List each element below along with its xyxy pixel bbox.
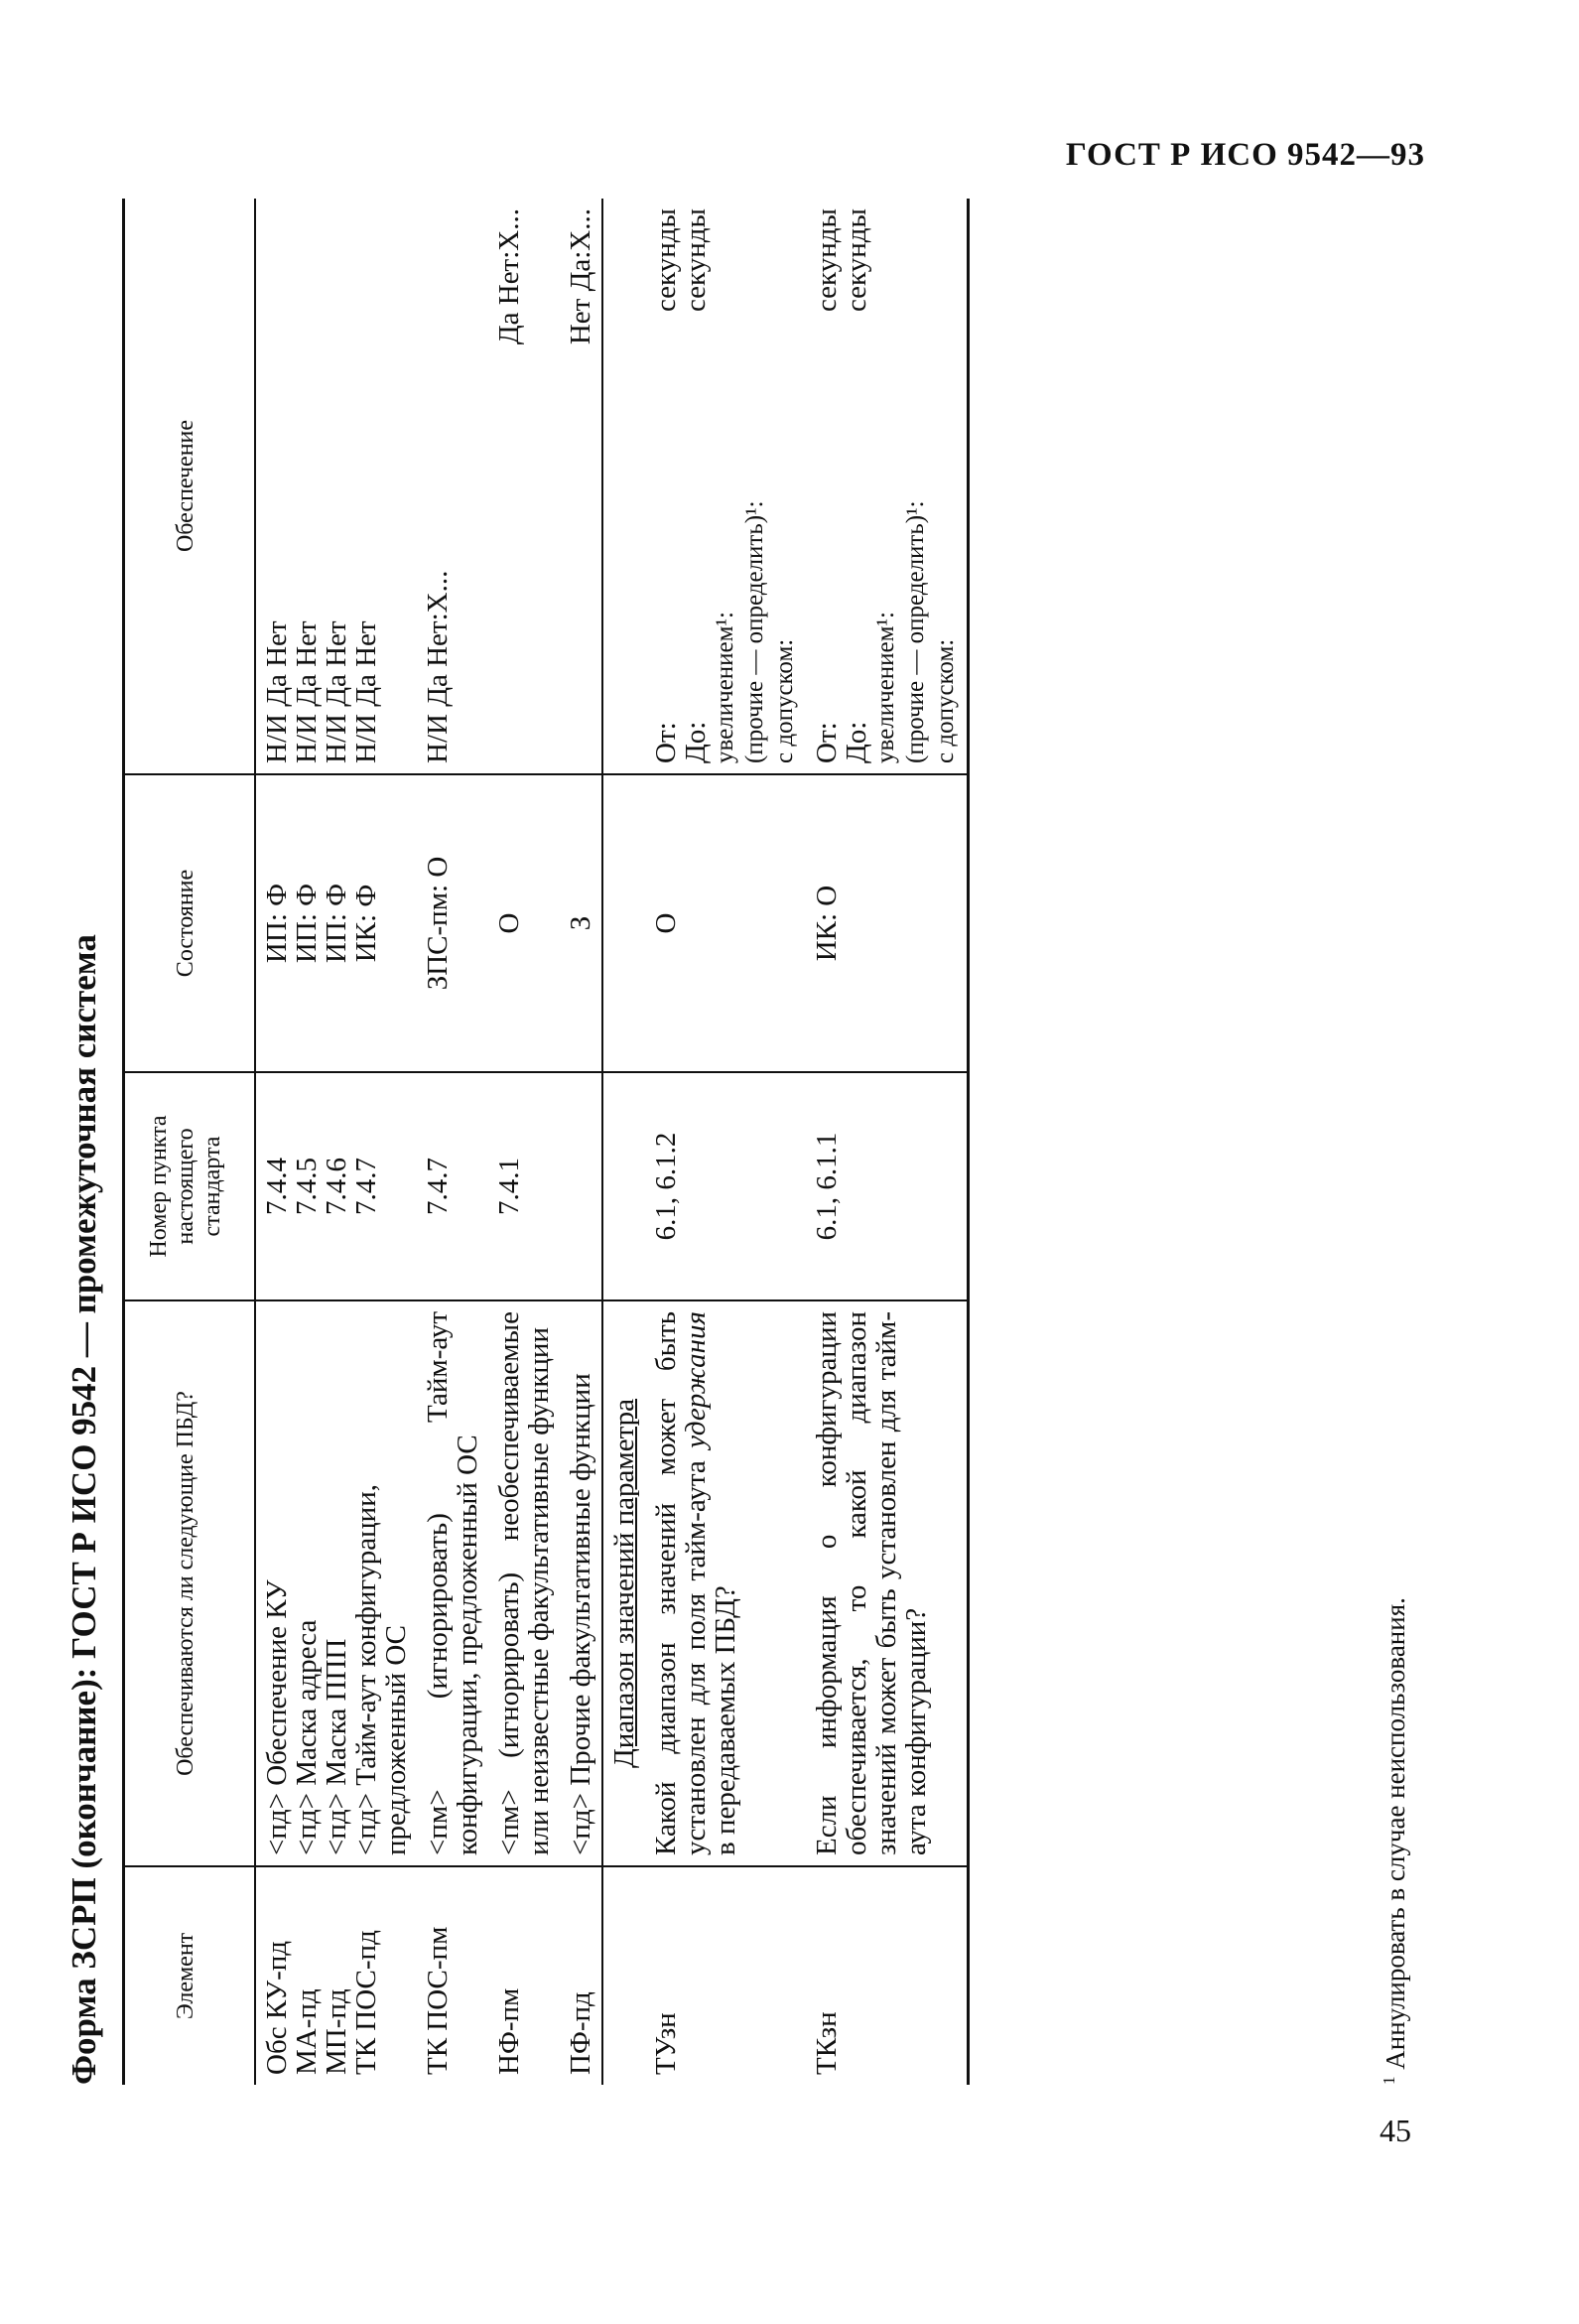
- support-cell: От: секунды До: секунды увеличением¹: (прочие — определить)¹: с допуском:: [806, 199, 969, 774]
- table-header-row: [124, 199, 256, 2085]
- table-row: [645, 199, 806, 2085]
- table-row: [602, 199, 645, 2085]
- status-cell: ЗПС-пм: О: [417, 774, 488, 1072]
- support-cell: [602, 199, 645, 774]
- col-header-element: Элемент: [124, 1866, 256, 2085]
- element-cell: [602, 1866, 645, 2085]
- footnote-mark: 1: [1380, 2076, 1398, 2085]
- table-row: [806, 199, 969, 2085]
- support-cell: Н/И Да Нет Н/И Да Нет Н/И Да Нет Н/И Да Нет: [255, 199, 417, 774]
- element-cell: ТК ПОС-пм: [422, 1926, 454, 2075]
- clause-cell: 6.1, 6.1.2: [645, 1072, 806, 1300]
- table-row: [560, 199, 602, 2085]
- clause-cell: [602, 1072, 645, 1300]
- element-cell: НФ-пм: [493, 1987, 525, 2075]
- question-cell: <пд> Обеспечение КУ <пд> Маска адреса <пд> Маска ППП <пд> Тайм-аут конфигурации, предложенный ОС: [255, 1300, 417, 1866]
- status-cell: З: [560, 774, 602, 1072]
- status-cell: ИК: О: [806, 774, 969, 1072]
- col-header-question: Обеспечиваются ли следующие ПБД?: [124, 1300, 256, 1866]
- status-cell: О: [488, 774, 560, 1072]
- form-table: [122, 199, 970, 2085]
- footnote: [1380, 1597, 1411, 2085]
- table-row: [488, 199, 560, 2085]
- question-cell: <пд> Прочие факультативные функции: [560, 1300, 602, 1866]
- table-row: [255, 199, 417, 2085]
- clause-cell: 6.1, 6.1.1: [806, 1072, 969, 1300]
- question-cell: <пм> (игнорировать) Тайм-аут конфигурации, предложенный ОС: [417, 1300, 488, 1866]
- clause-cell: 7.4.7: [417, 1072, 488, 1300]
- question-cell: <пм> (игнорировать) необеспечиваемые или неизвестные факультативные функции: [488, 1300, 560, 1866]
- table-row: [417, 199, 488, 2085]
- col-header-support: Обеспечение: [124, 199, 256, 774]
- document-header: ГОСТ Р ИСО 9542—93: [1065, 137, 1425, 173]
- rotated-page-content: [65, 179, 1434, 2085]
- footnote-text: Аннулировать в случае неиспользования.: [1381, 1597, 1410, 2070]
- element-cell: ПФ-пд: [565, 1991, 596, 2075]
- clause-cell: [560, 1072, 602, 1300]
- clause-cell: 7.4.1: [488, 1072, 560, 1300]
- support-cell: Да Нет:Х...: [488, 199, 560, 774]
- element-cell: Обс КУ-пд МА-пд МП-пд ТК ПОС-пд: [261, 1930, 382, 2075]
- clause-cell: 7.4.4 7.4.5 7.4.6 7.4.7: [255, 1072, 417, 1300]
- range-header-cell: [602, 1300, 645, 1866]
- question-cell: Какой диапазон значений может быть установлен для поля тайм-аута удержания в передаваемых ПБД?: [645, 1300, 806, 1866]
- support-cell: От: секунды До: секунды увеличением¹: (прочие — определить)¹: с допуском:: [645, 199, 806, 774]
- range-header: Диапазон значений параметра: [608, 1398, 640, 1769]
- element-cell: ТУзн: [650, 2012, 682, 2075]
- question-cell: Если информация о конфигурации обеспечивается, то какой диапазон значений может быть установлен для тайм-аута конфигурации?: [806, 1300, 969, 1866]
- status-cell: О: [645, 774, 806, 1072]
- support-cell: Н/И Да Нет:Х...: [417, 199, 488, 774]
- col-header-status: Состояние: [124, 774, 256, 1072]
- element-cell: ТКзн: [811, 2011, 843, 2075]
- status-cell: [602, 774, 645, 1072]
- page-number: 45: [1380, 2113, 1411, 2148]
- col-header-clause: Номер пункта настоящего стандарта: [124, 1072, 256, 1300]
- status-cell: ИП: Ф ИП: Ф ИП: Ф ИК: Ф: [255, 774, 417, 1072]
- form-title: Форма ЗСРП (окончание): ГОСТ Р ИСО 9542 — промежуточная система: [65, 934, 103, 2085]
- support-cell: Нет Да:Х...: [560, 199, 602, 774]
